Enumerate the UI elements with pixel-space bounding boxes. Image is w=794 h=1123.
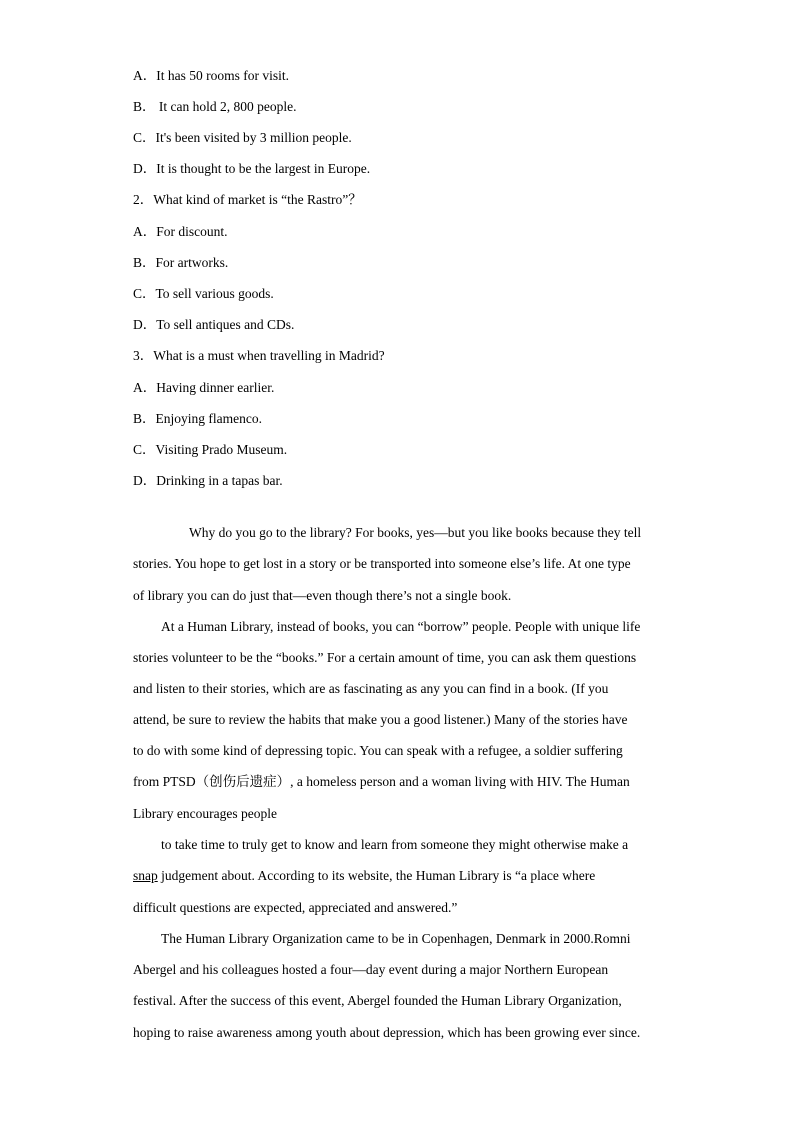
q1-option-b: B． It can hold 2, 800 people.: [133, 99, 297, 114]
passage-p2-line4: attend, be sure to review the habits that make you a good listener.) Many of the stories have: [133, 712, 628, 727]
passage-p2-line1: At a Human Library, instead of books, you can “borrow” people. People with unique life: [161, 619, 641, 634]
passage-p2-line5: to do with some kind of depressing topic. You can speak with a refugee, a soldier suffering: [133, 743, 623, 758]
passage-p3-line1: The Human Library Organization came to be in Copenhagen, Denmark in 2000.Romni: [161, 931, 631, 946]
q2-option-d: D．To sell antiques and CDs.: [133, 317, 295, 332]
passage-p1-line1: Why do you go to the library? For books, yes—but you like books because they tell: [189, 525, 642, 540]
q2-option-c: C．To sell various goods.: [133, 286, 274, 301]
q3-stem: 3．What is a must when travelling in Madrid?: [133, 348, 385, 363]
q2-option-b: B．For artworks.: [133, 255, 229, 270]
passage-p2b-line3: difficult questions are expected, appreciated and answered.”: [133, 900, 458, 915]
passage-p2-line2: stories volunteer to be the “books.” For a certain amount of time, you can ask them questions: [133, 650, 637, 665]
passage-p3-line2: Abergel and his colleagues hosted a four—day event during a major Northern European: [133, 962, 609, 977]
passage-p2-line6: from PTSD（创伤后遗症）, a homeless person and a woman living with HIV. The Human: [133, 774, 630, 789]
passage-p3-line3: festival. After the success of this event, Abergel founded the Human Library Organization,: [133, 993, 622, 1008]
q3-option-d: D．Drinking in a tapas bar.: [133, 473, 283, 488]
underlined-word-snap: snap: [133, 868, 158, 883]
q1-option-d: D．It is thought to be the largest in Europe.: [133, 161, 371, 176]
passage-p2b-line2: [133, 868, 595, 884]
passage-p2b-line2-rest: judgement about. According to its website, the Human Library is “a place where: [157, 868, 596, 883]
passage-p2b-line1: to take time to truly get to know and learn from someone they might otherwise make a: [161, 837, 629, 852]
passage-p2-line7: Library encourages people: [133, 806, 277, 821]
passage-p1-line2: stories. You hope to get lost in a story or be transported into someone else’s life. At one type: [133, 556, 631, 571]
q3-option-c: C．Visiting Prado Museum.: [133, 442, 288, 457]
q1-option-c: C．It's been visited by 3 million people.: [133, 130, 352, 145]
q3-option-a: A．Having dinner earlier.: [133, 380, 275, 395]
passage-p1-line3: of library you can do just that—even though there’s not a single book.: [133, 588, 512, 603]
passage-p3-line4: hoping to raise awareness among youth about depression, which has been growing ever since.: [133, 1025, 641, 1040]
q1-option-a: A．It has 50 rooms for visit.: [133, 68, 289, 83]
q2-stem: 2．What kind of market is “the Rastro”？: [133, 192, 362, 207]
passage-p2-line3: and listen to their stories, which are as fascinating as any you can find in a book. (If you: [133, 681, 609, 696]
q3-option-b: B．Enjoying flamenco.: [133, 411, 262, 426]
q2-option-a: A．For discount.: [133, 224, 228, 239]
